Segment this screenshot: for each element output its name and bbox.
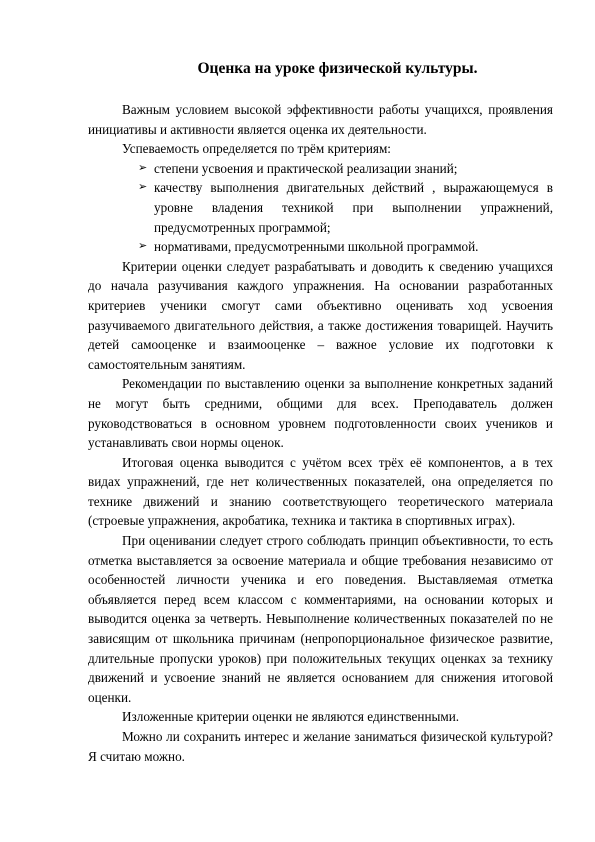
criteria-list	[88, 159, 553, 257]
paragraph-objectivity: При оценивании следует строго соблюдать принцип объективности, то есть отметка выставляется за освоение материала и общие требования независимо от особенностей личности ученика и его поведения. Выставляемая отметка объявляется перед всем классом с комментариями, на основании которых и выводится оценка за четверть. Невыполнение количественных показателей по не зависящим от школьника причинам (непропорциональное физическое развитие, длительные пропуски уроков) при положительных текущих оценках за технику движений и усвоение знаний не является основанием для снижения итоговой оценки.	[88, 533, 553, 705]
arrowhead-bullet-icon: ➢	[138, 240, 148, 253]
paragraph-closing-question: Можно ли сохранить интерес и желание заниматься физической культурой? Я считаю можно.	[88, 729, 553, 764]
paragraph-intro: Важным условием высокой эффективности работы учащихся, проявления инициативы и активности является оценка их деятельности.	[88, 102, 553, 137]
paragraph-final-grade: Итоговая оценка выводится с учётом всех трёх её компонентов, а в тех видах упражнений, где нет количественных показателей, она определяется по технике движений и знанию соответствующего теоретического материала (строевые упражнения, акробатика, техника и тактика в спортивных играх).	[88, 454, 553, 529]
arrowhead-bullet-icon: ➢	[138, 181, 148, 194]
arrowhead-bullet-icon: ➢	[138, 161, 148, 174]
paragraph-recommendations: Рекомендации по выставлению оценки за выполнение конкретных заданий не могут быть средними, общими для всех. Преподаватель должен руководствоваться в основном уровнем подготовленности своих учеников и устанавливать свои нормы оценок.	[88, 376, 553, 451]
list-item	[88, 178, 553, 237]
document-title: Оценка на уроке физической культуры.	[197, 60, 478, 77]
list-item	[88, 237, 553, 257]
list-item	[88, 159, 553, 179]
list-item-text: степени усвоения и практической реализации знаний;	[154, 160, 458, 176]
list-item-text: качеству выполнения двигательных действий , выражающемуся в уровне владения техникой при выполнении упражнений, предусмотренных программой;	[154, 180, 553, 235]
document-body	[88, 100, 553, 766]
list-item-text: нормативами, предусмотренными школьной программой.	[154, 239, 479, 255]
paragraph-criteria-development: Критерии оценки следует разрабатывать и доводить к сведению учащихся до начала разучивания каждого упражнения. На основании разработанных критериев ученики смогут сами объективно оценивать ход усвоения разучиваемого двигательного действия, а также достижения товарищей. Научить детей самооценке и взаимооценке – важное условие их подготовки к самостоятельным занятиям.	[88, 258, 553, 372]
paragraph-criteria-not-only: Изложенные критерии оценки не являются единственными.	[122, 709, 460, 725]
paragraph-criteria-lead: Успеваемость определяется по трём критериям:	[122, 141, 391, 157]
